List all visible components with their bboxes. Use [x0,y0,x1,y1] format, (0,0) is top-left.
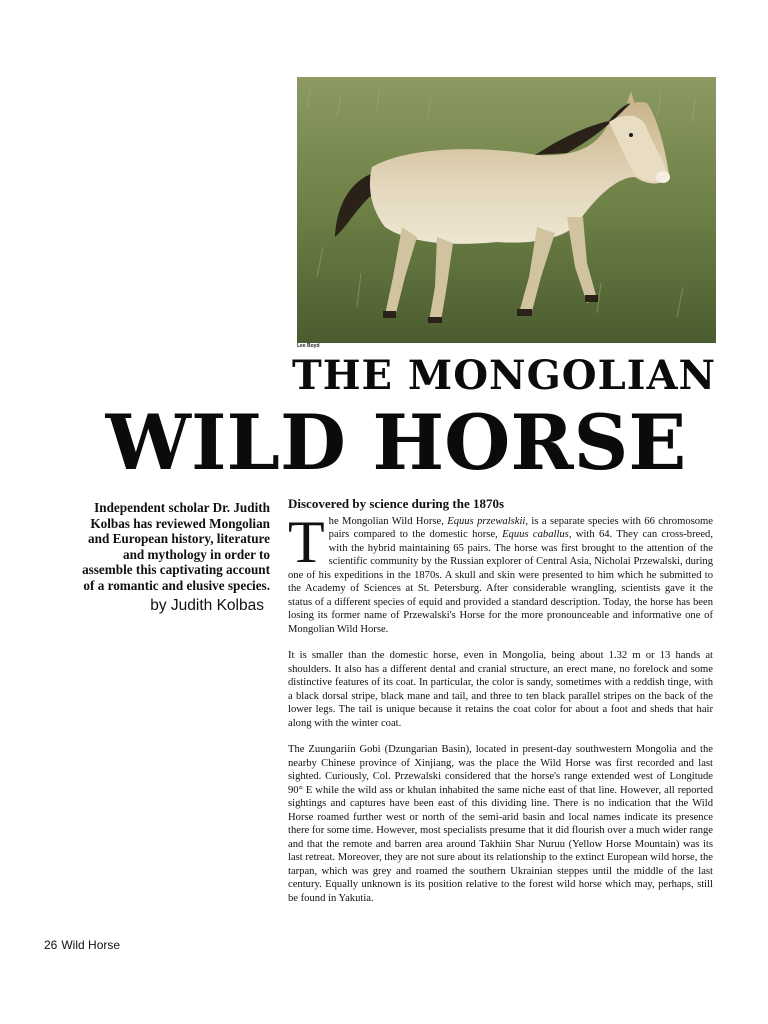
page-number: 26 [44,938,58,952]
paragraph-3: The Zuungariin Gobi (Dzungarian Basin), located in present-day southwestern Mongolia and the nearby Chinese province of Xinjiang, was the place the Wild Horse was first recorded and last sighted. Curiously, Col. Przewalski considered that the horse's range extended west of Longitude 90° E while the wild ass or khulan inhabited the same niche east of that line. However, all reported sightings and captures have been east of this dividing line. There is no indication that the Wild Horse roamed further west or north of the semi-arid basin and local names indicate its presence there for some time. However, most specialists presume that it did flourish over a much wider range and that the remote and barren area around Takhiin Shar Nuruu (Yellow Horse Mountain) was its last retreat. Moreover, they are not sure about its relationship to the extinct European wild horse, the tarpan, which was grey and roamed the southern Ukrainian steppes until the middle of the last century. Equally unknown is its position relative to the forest wild horse which may, perhaps, still be found in Yakutia. [288,744,713,904]
p1-text-a: he Mongolian Wild Horse, [328,515,448,527]
drop-cap: T [288,508,325,575]
page-footer [44,938,120,952]
publication-name: Wild Horse [61,938,121,952]
article-subhead: Discovered by science during the 1870s [288,496,505,511]
horse-photo [297,77,716,343]
paragraph-1 [288,508,713,637]
p1-text-c: , with 64. They can cross-breed, with the hybrid maintaining 65 pairs. The horse was first brought to the attention of the scientific community by the Russian explorer of Central Asia, Nicholai Przewalski, during one of his expeditions in the 1870s. A skull and skin were presented to him which he submitted to the Academy of Sciences at St. Petersburg. After considerable wrangling, scientists gave it the status of a different species of equid and provided a standard description. Today, the horse has been losing its former name of Przewalski's Horse for the more pronounceable and informative one of Mongolian Wild Horse. [288,529,713,635]
p1-domestic-species-name: Equus caballus [502,529,569,540]
title-line-1: THE MONGOLIAN [291,352,717,399]
paragraph-2: It is smaller than the domestic horse, even in Mongolia, being about 1.32 m or 13 hands at shoulders. It also has a different dental and cranial structure, an erect mane, no forelock and some distinctive features of its coat. In particular, the color is sandy, sometimes with a reddish tinge, with a black dorsal stripe, black mane and tail, and three to ten black parallel stripes on the back of the lower legs. The tail is unique because it retains the coat color for about a foot and sheds that hair along with the winter coat. [288,650,713,729]
article-body [288,497,713,918]
intro-blurb: Independent scholar Dr. Judith Kolbas has reviewed Mongolian and European history, literature and mythology in order to assemble this captivating account of a romantic and elusive species. [82,500,270,593]
photo-credit: Lee Boyd [297,343,320,349]
p1-text-b: , is a separate species with 66 chromosome pairs compared to the domestic horse, [328,515,713,540]
author-byline: by Judith Kolbas [150,597,264,614]
p1-species-name: Equus przewalskii [447,515,526,527]
horse-illustration [297,77,716,343]
title-line-2: WILD HORSE [105,398,687,487]
